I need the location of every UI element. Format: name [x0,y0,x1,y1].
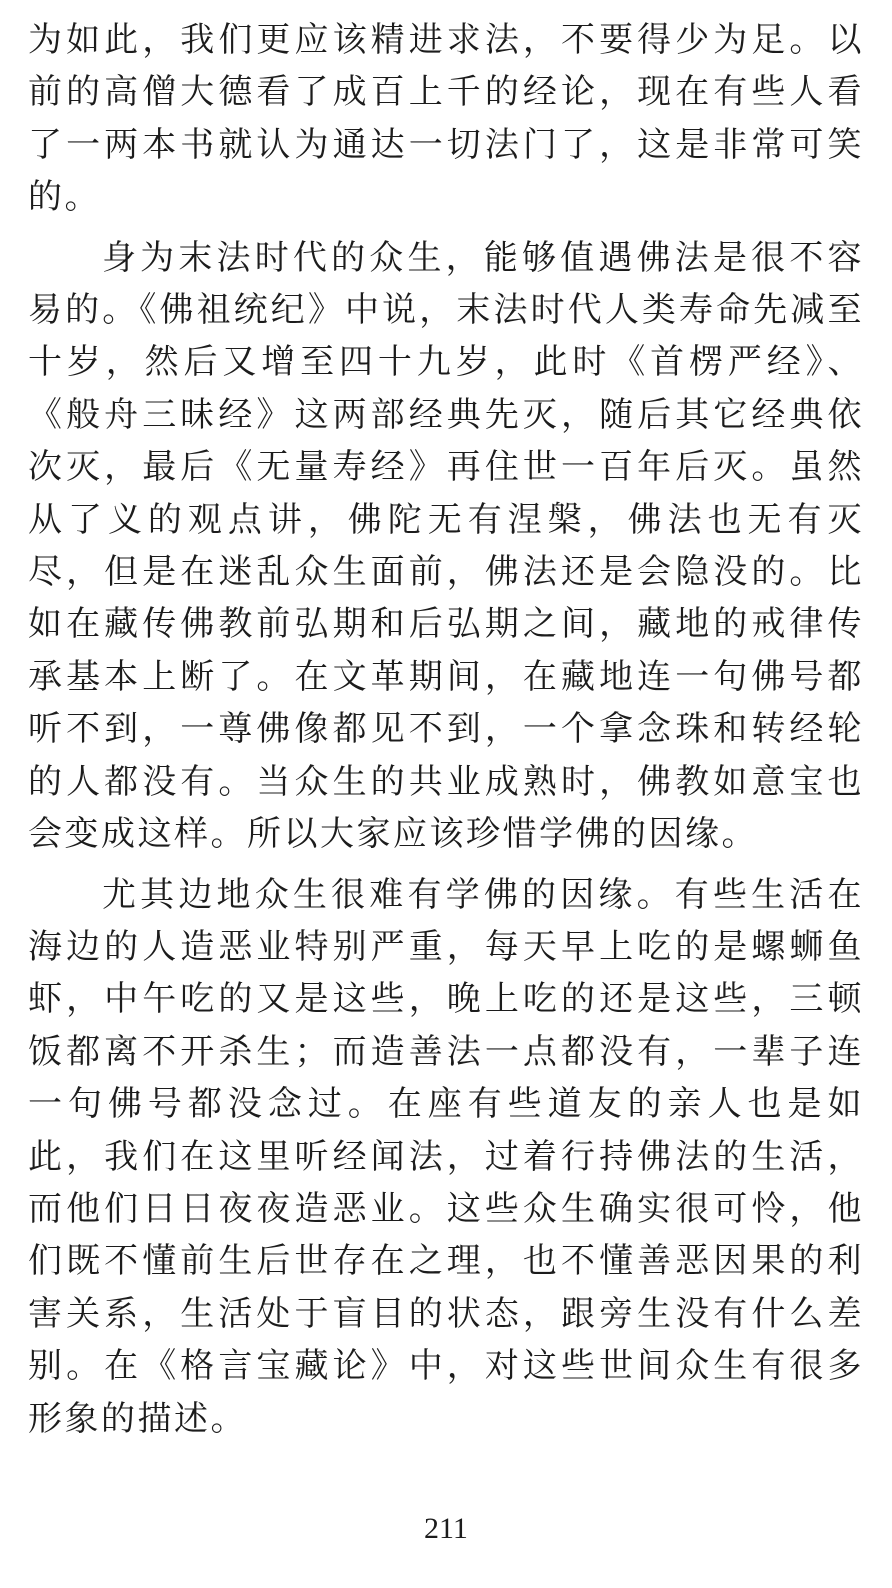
paragraph: 尤其边地众生很难有学佛的因缘。有些生活在海边的人造恶业特别严重，每天早上吃的是螺蛳鱼虾，中午吃的又是这些，晚上吃的还是这些，三顿饭都离不开杀生；而造善法一点都没有，一辈子连一句佛号都没念过。在座有些道友的亲人也是如此，我们在这里听经闻法，过着行持佛法的生活，而他们日日夜夜造恶业。这些众生确实很可怜，他们既不懂前生后世存在之理，也不懂善恶因果的利害关系，生活处于盲目的状态，跟旁生没有什么差别。在《格言宝藏论》中，对这些世间众生有很多形象的描述。 [28,874,864,1439]
body-text [28,14,864,1445]
page-number: 211 [424,1512,468,1545]
paragraph-continued: 为如此，我们更应该精进求法，不要得少为足。以前的高僧大德看了成百上千的经论，现在有些人看了一两本书就认为通达一切法门了，这是非常可笑的。 [28,20,864,218]
paragraph: 身为末法时代的众生，能够值遇佛法是很不容易的。《佛祖统纪》中说，末法时代人类寿命先减至十岁，然后又增至四十九岁，此时《首楞严经》、《般舟三昧经》这两部经典先灭，随后其它经典依次灭，最后《无量寿经》再住世一百年后灭。虽然从了义的观点讲，佛陀无有涅槃，佛法也无有灭尽，但是在迷乱众生面前，佛法还是会隐没的。比如在藏传佛教前弘期和后弘期之间，藏地的戒律传承基本上断了。在文革期间，在藏地连一句佛号都听不到，一尊佛像都见不到，一个拿念珠和转经轮的人都没有。当众生的共业成熟时，佛教如意宝也会变成这样。所以大家应该珍惜学佛的因缘。 [28,237,864,855]
